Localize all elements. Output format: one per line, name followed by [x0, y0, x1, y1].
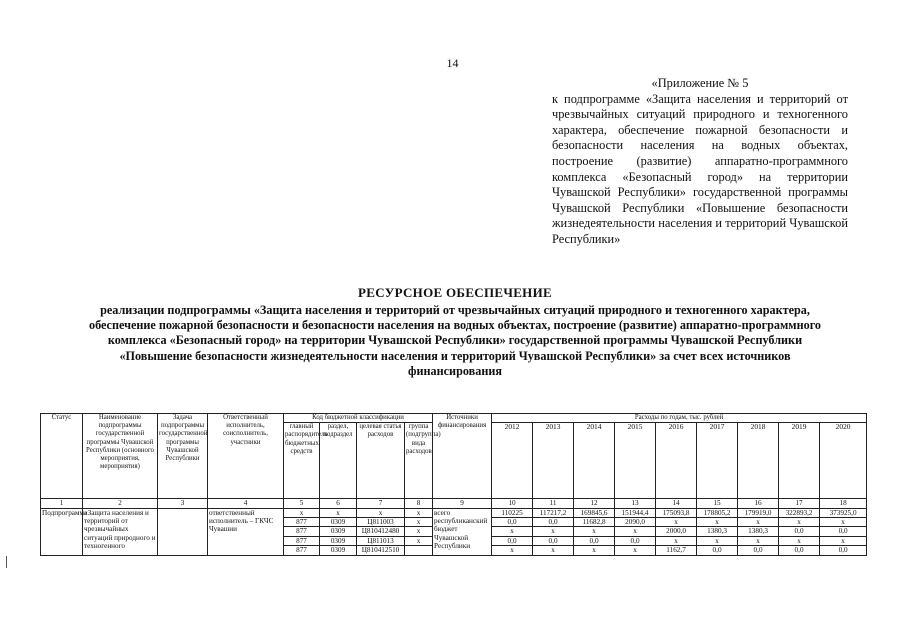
column-number: 16	[738, 499, 779, 508]
group-cell	[405, 546, 433, 555]
section-cell: 0309	[320, 546, 357, 555]
value-cell: x	[697, 518, 738, 527]
value-cell: x	[779, 518, 820, 527]
value-cell: 322893,2	[779, 508, 820, 517]
value-cell: 0,0	[779, 527, 820, 536]
main-admin-cell: 877	[284, 527, 320, 536]
value-cell: x	[656, 518, 697, 527]
value-cell: 0,0	[492, 518, 533, 527]
group-cell: x	[405, 508, 433, 517]
column-number: 10	[492, 499, 533, 508]
table-row	[41, 508, 867, 517]
value-cell: 1380,3	[738, 527, 779, 536]
section-cell: x	[320, 508, 357, 517]
group-cell: x	[405, 518, 433, 527]
column-number: 15	[697, 499, 738, 508]
header-name: Наименование подпрограммы государственной программы Чувашской Республики (основного мероприятия, мероприятия)	[83, 414, 158, 499]
header-year: 2019	[779, 423, 820, 499]
value-cell: 0,0	[820, 527, 867, 536]
value-cell: 0,0	[492, 536, 533, 545]
appendix-body: к подпрограмме «Защита населения и территорий от чрезвычайных ситуаций природного и техногенного характера, обеспечение пожарной безопасности и безопасности населения на водных объектах, построение (развитие) аппаратно-программного комплекса «Безопасный город» на территории Чувашской Республики» государственной программы Чувашской Республики «Повышение безопасности жизнедеятельности населения и территорий Чувашской Республики»	[552, 91, 848, 246]
column-number: 14	[656, 499, 697, 508]
header-expenses: Расходы по годам, тыс. рублей	[492, 414, 867, 423]
value-cell: x	[738, 536, 779, 545]
value-cell: 0,0	[738, 546, 779, 555]
value-cell: 0,0	[533, 536, 574, 545]
document-title	[74, 285, 836, 379]
value-cell: x	[820, 536, 867, 545]
header-section: раздел, подраздел	[320, 423, 357, 499]
section-cell: 0309	[320, 536, 357, 545]
table-header-row	[41, 414, 867, 423]
section-cell: 0309	[320, 518, 357, 527]
header-year: 2013	[533, 423, 574, 499]
column-number: 13	[615, 499, 656, 508]
header-sources: Источники финансирования	[433, 414, 492, 499]
value-cell: x	[615, 546, 656, 555]
column-number: 7	[357, 499, 405, 508]
target-item-cell: Ц811013	[357, 536, 405, 545]
header-executor: Ответственный исполнитель, соисполнитель, участники	[208, 414, 284, 499]
header-year: 2015	[615, 423, 656, 499]
column-number: 12	[574, 499, 615, 508]
value-cell: 0,0	[533, 518, 574, 527]
column-number: 17	[779, 499, 820, 508]
section-cell: 0309	[320, 527, 357, 536]
value-cell: 373925,0	[820, 508, 867, 517]
page-number: 14	[446, 56, 459, 70]
target-item-cell: Ц810412480	[357, 527, 405, 536]
value-cell: x	[656, 536, 697, 545]
main-admin-cell: 877	[284, 536, 320, 545]
header-status: Статус	[41, 414, 83, 499]
value-cell: 178805,2	[697, 508, 738, 517]
appendix-block	[552, 76, 848, 248]
appendix-heading: «Приложение № 5	[651, 76, 749, 90]
value-cell: 0,0	[615, 536, 656, 545]
task-cell	[158, 508, 208, 555]
value-cell: x	[492, 546, 533, 555]
value-cell: x	[738, 518, 779, 527]
header-target-item: целевая статья расходов	[357, 423, 405, 499]
header-year: 2020	[820, 423, 867, 499]
value-cell: 175093,8	[656, 508, 697, 517]
column-number: 18	[820, 499, 867, 508]
header-year: 2016	[656, 423, 697, 499]
target-item-cell: Ц811003	[357, 518, 405, 527]
column-number: 1	[41, 499, 83, 508]
status-cell: Подпрограмма	[41, 508, 83, 555]
main-admin-cell: 877	[284, 518, 320, 527]
value-cell: x	[574, 546, 615, 555]
value-cell: x	[779, 536, 820, 545]
value-cell: 169845,6	[574, 508, 615, 517]
name-cell: «Защита населения и территорий от чрезвычайных ситуаций природного и техногенного	[83, 508, 158, 555]
main-admin-cell: 877	[284, 546, 320, 555]
executor-cell: ответственный исполнитель – ГКЧС Чувашии	[208, 508, 284, 555]
column-number: 9	[433, 499, 492, 508]
value-cell: 0,0	[574, 536, 615, 545]
value-cell: 2090,0	[615, 518, 656, 527]
value-cell: x	[533, 527, 574, 536]
value-cell: 0,0	[697, 546, 738, 555]
column-number: 3	[158, 499, 208, 508]
header-year: 2017	[697, 423, 738, 499]
group-cell: x	[405, 527, 433, 536]
main-admin-cell: x	[284, 508, 320, 517]
column-number: 11	[533, 499, 574, 508]
header-budget-code: Код бюджетной классификации	[284, 414, 433, 423]
value-cell: 11682,8	[574, 518, 615, 527]
resource-table	[40, 413, 867, 556]
header-year: 2014	[574, 423, 615, 499]
resource-table-wrap	[40, 413, 866, 556]
target-item-cell: x	[357, 508, 405, 517]
value-cell: 117217,2	[533, 508, 574, 517]
column-number: 8	[405, 499, 433, 508]
value-cell: x	[615, 527, 656, 536]
header-year: 2018	[738, 423, 779, 499]
value-cell: x	[533, 546, 574, 555]
column-number: 5	[284, 499, 320, 508]
column-number: 6	[320, 499, 357, 508]
value-cell: x	[574, 527, 615, 536]
value-cell: 2000,0	[656, 527, 697, 536]
header-year: 2012	[492, 423, 533, 499]
value-cell: 151944,4	[615, 508, 656, 517]
header-task: Задача подпрограммы государственной программы Чувашской Республики	[158, 414, 208, 499]
header-main-admin: главный распорядитель бюджетных средств	[284, 423, 320, 499]
value-cell: 0,0	[779, 546, 820, 555]
title-sub: реализации подпрограммы «Защита населения и территорий от чрезвычайных ситуаций природного и техногенного характера, обеспечение пожарной безопасности и безопасности населения на водных объектах, построение (развитие) аппаратно-программного комплекса «Безопасный город» на территории Чувашской Республики» государственной программы Чувашской Республики «Повышение безопасности жизнедеятельности населения и территорий Чувашской Республики» за счет всех источников финансирования	[88, 303, 822, 378]
value-cell: x	[697, 536, 738, 545]
value-cell: 179919,0	[738, 508, 779, 517]
value-cell: 0,0	[820, 546, 867, 555]
table-body	[41, 508, 867, 555]
value-cell: 110225	[492, 508, 533, 517]
title-main: РЕСУРСНОЕ ОБЕСПЕЧЕНИЕ	[358, 285, 552, 300]
value-cell: 1380,3	[697, 527, 738, 536]
header-group: группа (подгруппа) вида расходов	[405, 423, 433, 499]
value-cell: x	[820, 518, 867, 527]
value-cell: 1162,7	[656, 546, 697, 555]
column-number-row	[41, 499, 867, 508]
value-cell: x	[492, 527, 533, 536]
sources-cell: всего республиканский бюджет Чувашской Республики	[433, 508, 492, 555]
margin-mark	[6, 556, 7, 568]
target-item-cell: Ц810412510	[357, 546, 405, 555]
column-number: 2	[83, 499, 158, 508]
group-cell: x	[405, 536, 433, 545]
column-number: 4	[208, 499, 284, 508]
